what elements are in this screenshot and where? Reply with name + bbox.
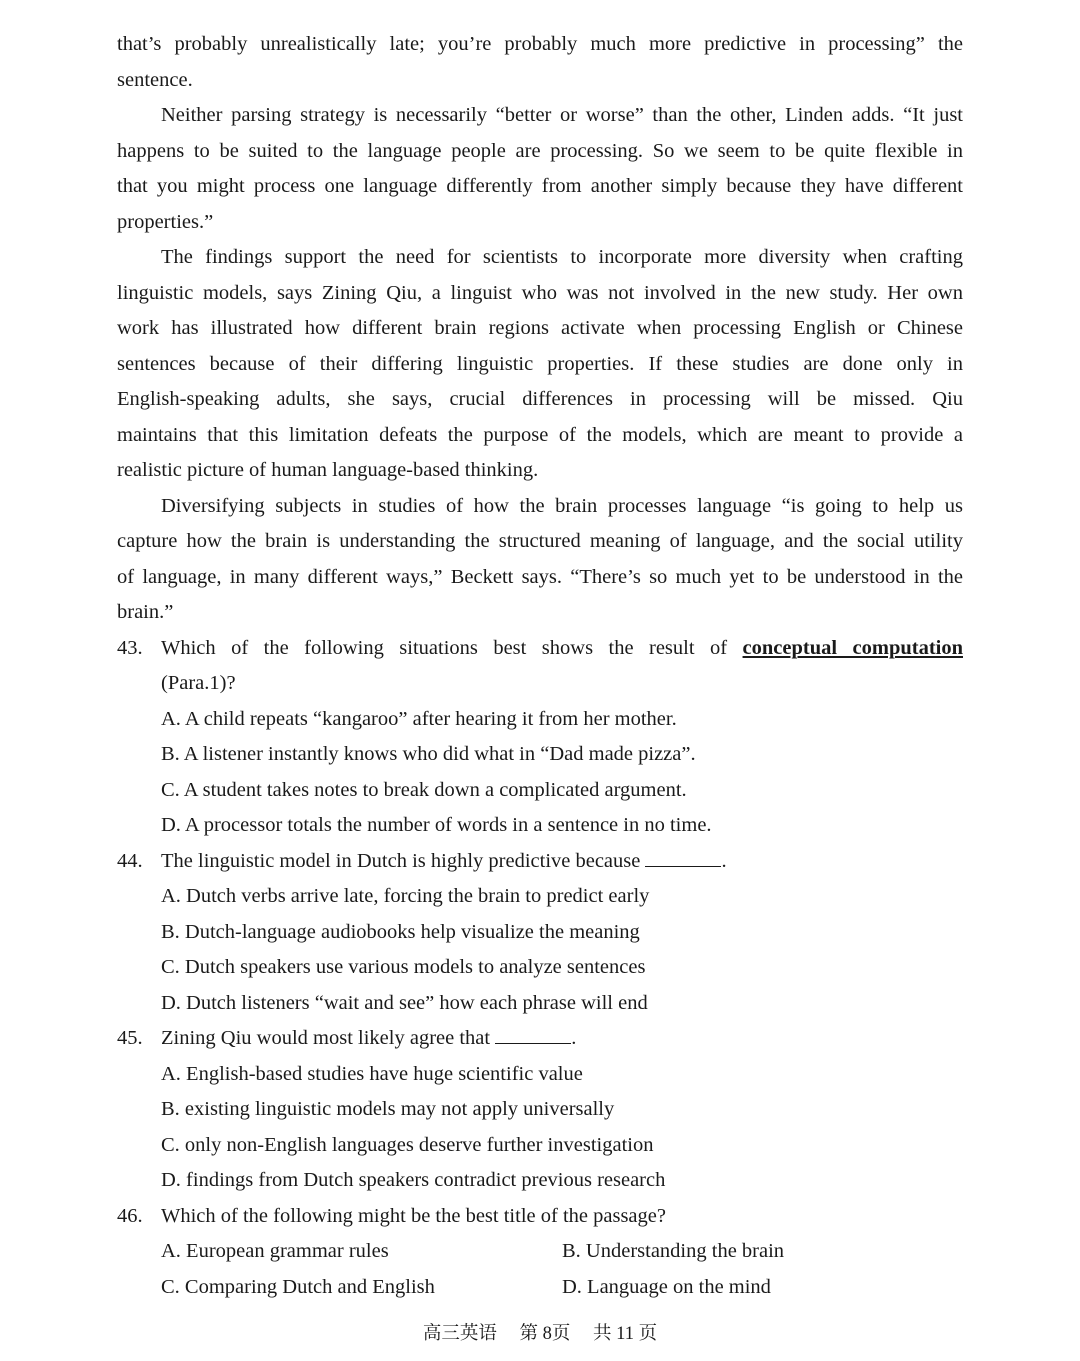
paragraph-line: work has illustrated how different brain regions activate when processing English or Chinese	[117, 317, 963, 339]
paragraph-line: English-speaking adults, she says, crucial differences in processing will be missed. Qiu	[117, 388, 963, 410]
underlined-term: conceptual computation	[742, 636, 963, 659]
question-46	[117, 1199, 963, 1306]
option-a[interactable]: A. European grammar rules	[161, 1240, 389, 1262]
option-a[interactable]: A. A child repeats “kangaroo” after hearing it from her mother.	[161, 707, 677, 730]
option-d[interactable]: D. findings from Dutch speakers contradict previous research	[161, 1169, 666, 1191]
stem-end: .	[571, 1027, 577, 1049]
paragraph-line: happens to be suited to the language people are processing. So we seem to be quite flexible in	[117, 139, 963, 162]
question-number: 46.	[117, 1204, 143, 1227]
answer-blank[interactable]	[645, 850, 721, 867]
paragraph-line: The findings support the need for scientists to incorporate more diversity when crafting	[161, 246, 963, 268]
question-stem-continued: (Para.1)?	[161, 672, 236, 694]
paragraph-line: realistic picture of human language-based thinking.	[117, 459, 539, 481]
question-43	[117, 631, 963, 844]
question-stem	[161, 631, 963, 667]
question-number: 43.	[117, 636, 143, 659]
footer-page: 第 8页	[519, 1324, 571, 1344]
option-a[interactable]: A. Dutch verbs arrive late, forcing the brain to predict early	[161, 885, 650, 907]
question-stem-text: The linguistic model in Dutch is highly predictive because	[161, 849, 641, 872]
question-stem-text: Which of the following situations best shows the result of	[161, 636, 728, 659]
question-number: 44.	[117, 849, 143, 872]
question-45	[117, 1021, 963, 1199]
page-footer	[0, 1320, 1080, 1348]
option-c[interactable]: C. A student takes notes to break down a complicated argument.	[161, 778, 687, 801]
paragraph-line: that you might process one language differently from another simply because they have different	[117, 175, 963, 197]
paragraph-line: sentences because of their differing linguistic properties. If these studies are done only in	[117, 352, 963, 375]
option-d[interactable]: D. Language on the mind	[562, 1275, 771, 1298]
paragraph-line: Neither parsing strategy is necessarily “better or worse” than the other, Linden adds. “It just	[161, 104, 963, 126]
paragraph-line: sentence.	[117, 68, 193, 91]
footer-subject: 高三英语	[422, 1324, 497, 1344]
option-c[interactable]: C. only non-English languages deserve further investigation	[161, 1133, 654, 1156]
paragraph-line: maintains that this limitation defeats the purpose of the models, which are meant to provide a	[117, 423, 963, 446]
option-c[interactable]: C. Dutch speakers use various models to analyze sentences	[161, 956, 646, 978]
paragraph-1	[117, 27, 963, 98]
paragraph-2	[117, 98, 963, 240]
option-b[interactable]: B. Understanding the brain	[562, 1240, 785, 1262]
stem-end: .	[721, 849, 727, 872]
answer-blank[interactable]	[495, 1027, 571, 1044]
option-b[interactable]: B. Dutch-language audiobooks help visualize the meaning	[161, 920, 640, 943]
option-d[interactable]: D. A processor totals the number of words in a sentence in no time.	[161, 814, 712, 836]
paragraph-line: linguistic models, says Zining Qiu, a linguist who was not involved in the new study. Her own	[117, 281, 963, 304]
footer-total: 共 11 页	[593, 1324, 658, 1344]
page-content	[117, 27, 963, 1305]
question-stem	[161, 844, 963, 880]
question-number: 45.	[117, 1027, 143, 1049]
paragraph-line: brain.”	[117, 601, 174, 623]
paragraph-4	[117, 489, 963, 631]
question-stem-text: Zining Qiu would most likely agree that	[161, 1027, 491, 1049]
paragraph-line: that’s probably unrealistically late; you’re probably much more predictive in processing” the	[117, 33, 963, 55]
option-b[interactable]: B. A listener instantly knows who did what in “Dad made pizza”.	[161, 743, 696, 765]
option-b[interactable]: B. existing linguistic models may not apply universally	[161, 1098, 615, 1120]
option-d[interactable]: D. Dutch listeners “wait and see” how each phrase will end	[161, 991, 648, 1014]
question-stem: Which of the following might be the best title of the passage?	[161, 1204, 666, 1227]
question-44	[117, 844, 963, 1022]
option-c[interactable]: C. Comparing Dutch and English	[161, 1275, 435, 1298]
paragraph-line: capture how the brain is understanding the structured meaning of language, and the social utility	[117, 530, 963, 552]
paragraph-line: properties.”	[117, 210, 214, 233]
question-stem	[161, 1021, 963, 1057]
paragraph-3	[117, 240, 963, 489]
option-a[interactable]: A. English-based studies have huge scientific value	[161, 1062, 583, 1085]
paragraph-line: of language, in many different ways,” Beckett says. “There’s so much yet to be understood in the	[117, 565, 963, 588]
paragraph-line: Diversifying subjects in studies of how the brain processes language “is going to help us	[161, 494, 963, 517]
